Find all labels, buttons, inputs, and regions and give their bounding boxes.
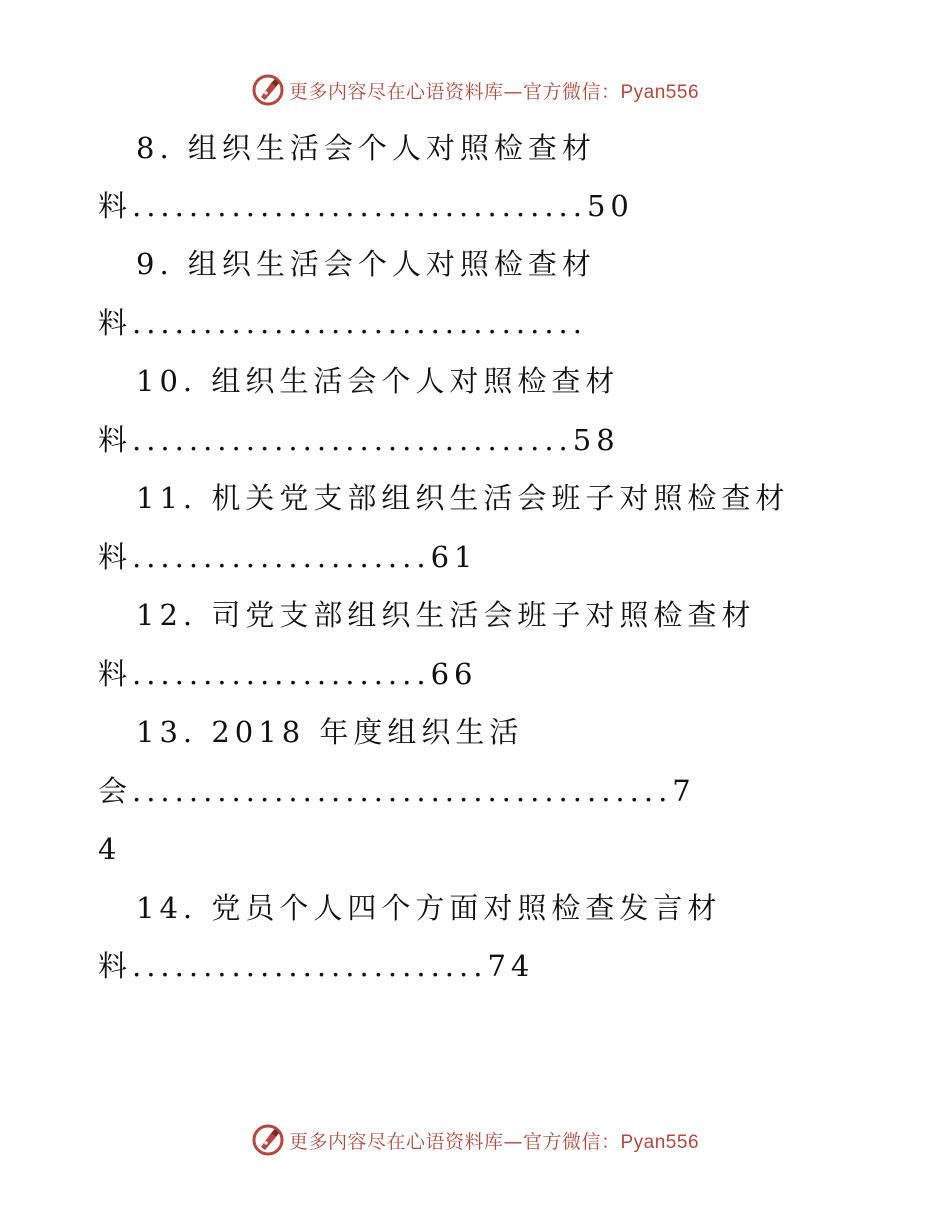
toc-entry-leader: 料................................ xyxy=(98,306,587,340)
toc-entry-title: 8. 组织生活会个人对照检查材 xyxy=(136,131,596,165)
toc-entry-leader: 料.....................66 xyxy=(98,657,478,691)
watermark-text: 更多内容尽在心语资料库—官方微信：Pyan556 xyxy=(288,80,700,103)
watermark-text: 更多内容尽在心语资料库—官方微信：Pyan556 xyxy=(288,1130,700,1153)
toc-entry-title: 12. 司党支部组织生活会班子对照检查材 xyxy=(136,598,756,632)
toc-entry-title: 13. 2018 年度组织生活 xyxy=(136,715,524,749)
toc-entry-title: 11. 机关党支部组织生活会班子对照检查材 xyxy=(136,481,790,515)
pen-nib-circle-icon xyxy=(251,1123,285,1157)
toc-entry-leader: 料.........................74 xyxy=(98,949,535,983)
toc-entry-title: 10. 组织生活会个人对照检查材 xyxy=(136,364,620,398)
toc-entry-title: 14. 党员个人四个方面对照检查发言材 xyxy=(136,891,722,925)
toc-entry-leader: 料................................50 xyxy=(98,189,634,223)
toc-entry-title: 9. 组织生活会个人对照检查材 xyxy=(136,247,596,281)
toc-entry-page-continuation: 4 xyxy=(98,832,122,866)
pen-nib-circle-icon xyxy=(251,73,285,107)
watermark-header xyxy=(0,70,950,110)
toc-entry-leader: 料.....................61 xyxy=(98,540,478,574)
watermark-footer xyxy=(0,1120,950,1160)
toc-entry-leader: 料...............................58 xyxy=(98,423,620,457)
toc-entry-leader: 会......................................7 xyxy=(98,774,696,808)
